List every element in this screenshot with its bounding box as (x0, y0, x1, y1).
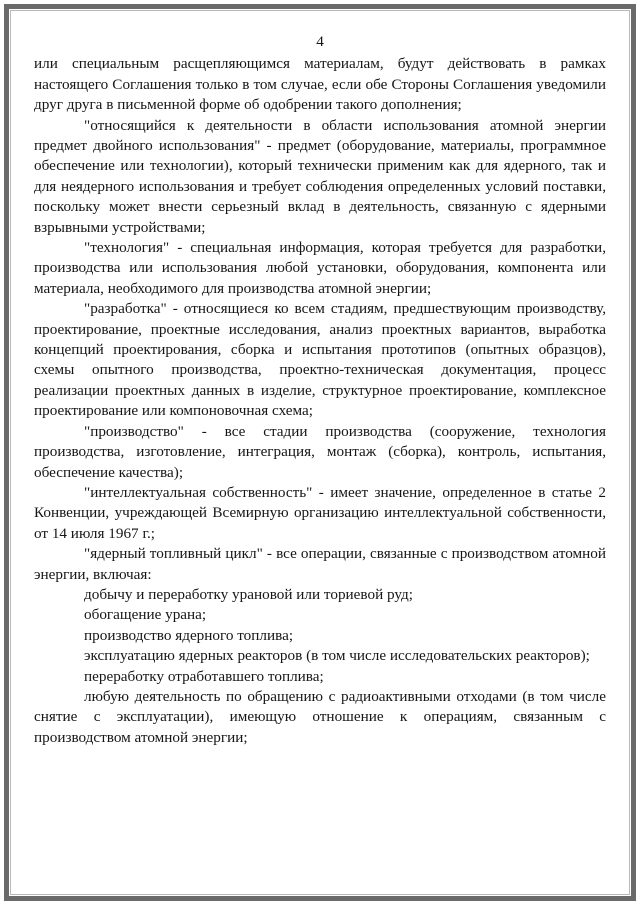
document-page (34, 32, 606, 748)
definition-dual-use-item: "относящийся к деятельности в области использования атомной энергии предмет двойного использования" - предмет (оборудование, материалы, программное обеспечение или технологии), который технически применим как для ядерного, так и для неядерного использования и требует соблюдения определенных условий поставки, поскольку может внести серьезный вклад в деятельность, связанную с ядерными взрывными устройствами; (34, 116, 606, 236)
fuel-cycle-item-enrichment: обогащение урана; (84, 606, 207, 624)
fuel-cycle-item-reactor-operation: эксплуатацию ядерных реакторов (в том числе исследовательских реакторов); (84, 647, 590, 665)
definition-nuclear-fuel-cycle: "ядерный топливный цикл" - все операции, связанные с производством атомной энергии, включая: (34, 545, 606, 583)
definition-intellectual-property: "интеллектуальная собственность" - имеет значение, определенное в статье 2 Конвенции, учреждающей Всемирную организацию интеллектуальной собственности, от 14 июля 1967 г.; (34, 483, 606, 542)
definition-technology: "технология" - специальная информация, которая требуется для разработки, производства или использования любой установки, оборудования, компонента или материала, необходимого для производства атомной энергии; (34, 239, 606, 297)
paragraph-continuation: или специальным расщепляющимся материалам, будут действовать в рамках настоящего Соглашения только в том случае, если обе Стороны Соглашения уведомили друг друга в письменной форме об одобрении такого дополнения; (34, 55, 606, 114)
fuel-cycle-item-mining: добычу и переработку урановой или ториевой руд; (84, 585, 413, 603)
fuel-cycle-item-fuel-production: производство ядерного топлива; (84, 626, 294, 644)
page-number: 4 (316, 33, 324, 50)
fuel-cycle-item-radioactive-waste: любую деятельность по обращению с радиоактивными отходами (в том числе снятие с эксплуатации), имеющую отношение к операциям, связанным с производством атомной энергии; (34, 687, 606, 746)
definition-production: "производство" - все стадии производства (сооружение, технология производства, изготовление, интеграция, монтаж (сборка), контроль, испытания, обеспечение качества); (34, 422, 606, 481)
fuel-cycle-item-spent-fuel-reprocessing: переработку отработавшего топлива; (84, 667, 324, 685)
definition-development: "разработка" - относящиеся ко всем стадиям, предшествующим производству, проектирование, проектные исследования, анализ проектных вариантов, выработка концепций проектирования, сборка и испытания прототипов (опытных образцов), схемы опытного производства, проектно-техническая документация, процесс реализации проектных данных в изделие, структурное проектирование, комплексное проектирование или компоновочная схема; (34, 300, 606, 420)
